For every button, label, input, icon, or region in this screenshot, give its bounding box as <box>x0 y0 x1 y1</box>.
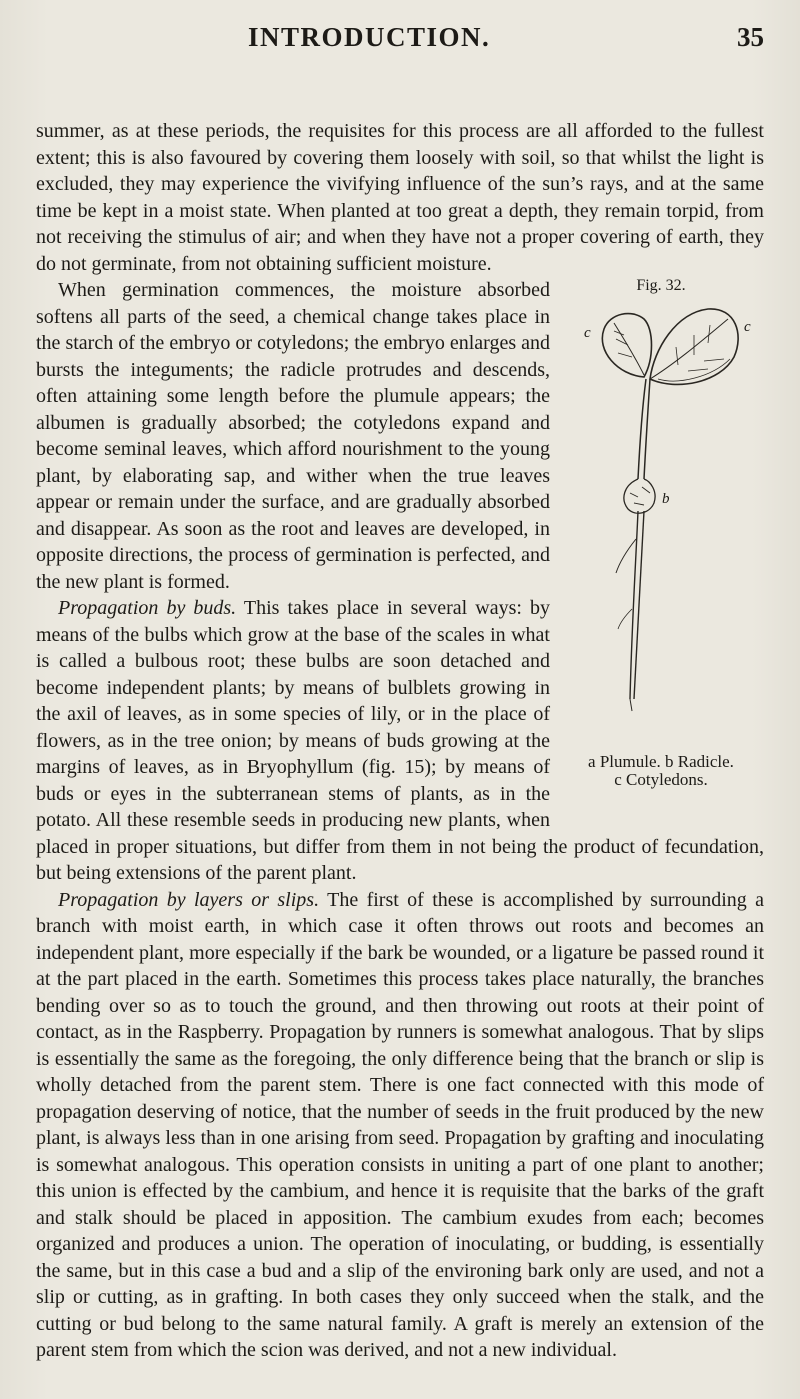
figure-caption <box>558 753 764 789</box>
running-head: INTRODUCTION. <box>248 22 491 52</box>
seed-coat <box>624 479 655 513</box>
seedling-illustration <box>558 299 764 749</box>
caption-line-2: c Cotyledons. <box>614 770 708 789</box>
radicle <box>616 511 644 711</box>
page-header <box>0 22 800 52</box>
caption-line-1: a Plumule. b Radicle. <box>588 752 734 771</box>
figure-32 <box>558 277 764 815</box>
page-number: 35 <box>737 22 764 52</box>
label-c: c <box>584 325 591 341</box>
paragraph-4 <box>36 887 764 1364</box>
paragraph-2: When germination commences, the moisture absorbed softens all parts of the seed, a chemical change takes place in the starch of the embryo or cotyledons; the embryo enlarges and bursts the integuments; the radicle protrudes and descends, often attaining some length before the plumule appears; the albumen is gradually absorbed; the cotyledons expand and become seminal leaves, which afford nourishment to the young plant, by elaborating sap, and wither when the true leaves appear or remain under the surface, and are gradually absorbed and disappear. As soon as the root and leaves are developed, in opposite directions, the process of germination is perfected, and the new plant is formed. <box>36 279 550 593</box>
seedling-stem <box>638 379 650 479</box>
figure-title: Fig. 32. <box>636 277 686 294</box>
left-cotyledon <box>602 314 651 377</box>
paragraph-3-text: This takes place in several ways: by means of the bulbs which grow at the base of the scales in what is called a bulbous root; these bulbs are soon detached and become independent plants; by means of bulblets growing in the axil of leaves, as in some species of lily, or in the place of flowers, as in the tree onion; by means of buds growing at the margins of leaves, as in Bryophyllum (fig. 15); by means of buds or eyes in the subterranean stems of plants, as in the potato. All these resemble seeds in producing new plants, when placed in proper situations, but differ from them in not being the product of fecundation, but being extensions of the parent plant. <box>36 597 764 884</box>
right-cotyledon <box>650 309 738 385</box>
body-text <box>36 118 764 1364</box>
label-b: b <box>662 491 670 507</box>
paragraph-3-title: Propagation by buds. <box>58 597 237 619</box>
paragraph-4-text: The first of these is accomplished by surrounding a branch with moist earth, in which case it often throws out roots and becomes an independent plant, more especially if the bark be wounded, or a ligature be passed round it at the part placed in the earth. Sometimes this process takes place naturally, the branches bending over so as to touch the ground, and then throwing out roots at their point of contact, as in the Raspberry. Propagation by runners is somewhat analogous. That by slips is essentially the same as the foregoing, the only difference being that the branch or slip is wholly detached from the parent stem. There is one fact connected with this mode of propagation deserving of notice, that the number of seeds in the fruit produced by the new plant, is always less than in one arising from seed. Propagation by grafting and inoculating is somewhat analogous. This operation consists in uniting a part of one plant to another; this union is effected by the cambium, and hence it is requisite that the barks of the graft and stalk should be placed in apposition. The cambium exudes from each; becomes organized and produces a union. The operation of inoculating, or budding, is essentially the same, but in this case a bud and a slip of the environing bark only are used, and not a slip or cutting, as in grafting. In both cases they only succeed when the stalk, and the cutting or bud belong to the same natural family. A graft is merely an extension of the parent stem from which the scion was derived, and not a new individual. <box>36 888 765 1361</box>
paragraph-1: summer, as at these periods, the requisites for this process are all afforded to the fullest extent; this is also favoured by covering them loosely with soil, so that whilst the light is excluded, they may experience the vivifying influence of the sun’s rays, and at the same time be kept in a moist state. When planted at too great a depth, they remain torpid, from not receiving the stimulus of air; and when they have not a proper covering of earth, they do not germinate, from not obtaining sufficient moisture. <box>36 120 764 275</box>
paragraph-4-title: Propagation by layers or slips. <box>58 888 320 911</box>
label-c-right: c <box>744 319 751 335</box>
